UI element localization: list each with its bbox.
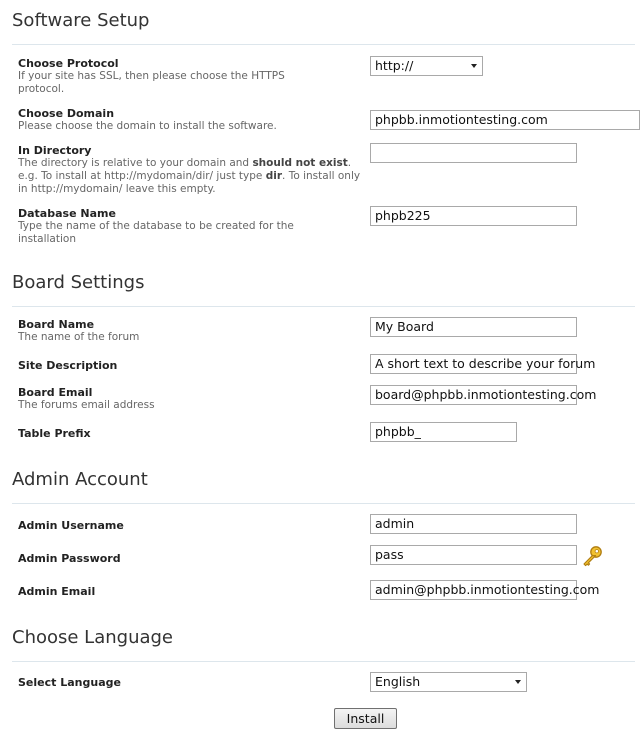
language-select-value: English [375, 674, 421, 689]
admin-password-label: Admin Password [18, 552, 121, 565]
board-email-field[interactable]: board@phpbb.inmotiontesting.com [370, 385, 577, 405]
database-name-label: Database Name [18, 207, 116, 220]
admin-username-field[interactable]: admin [370, 514, 577, 534]
directory-hint-text-1: The directory is relative to your domain and [18, 157, 253, 169]
section-title-choose-language: Choose Language [12, 627, 174, 648]
domain-field[interactable]: phpbb.inmotiontesting.com [370, 110, 640, 130]
key-icon[interactable] [580, 544, 604, 568]
section-title-admin-account: Admin Account [12, 469, 148, 490]
domain-hint: Please choose the domain to install the software. [18, 120, 277, 132]
install-button[interactable]: Install [334, 708, 397, 729]
admin-username-label: Admin Username [18, 519, 124, 532]
chevron-down-icon [471, 64, 477, 68]
site-description-field[interactable]: A short text to describe your forum [370, 354, 577, 374]
directory-hint-text-3: . To install only in http://mydomain/ leave this empty. [18, 170, 361, 195]
section-divider [12, 306, 635, 307]
section-divider [12, 503, 635, 504]
directory-hint-bold-1: should not exist [252, 157, 348, 169]
board-name-field[interactable]: My Board [370, 317, 577, 337]
admin-email-field[interactable]: admin@phpbb.inmotiontesting.com [370, 580, 577, 600]
section-divider [12, 661, 635, 662]
protocol-select[interactable] [370, 56, 483, 76]
table-prefix-label: Table Prefix [18, 427, 91, 440]
section-title-board-settings: Board Settings [12, 272, 145, 293]
database-name-field[interactable]: phpb225 [370, 206, 577, 226]
board-email-label: Board Email [18, 386, 93, 399]
admin-email-label: Admin Email [18, 585, 96, 598]
directory-field[interactable] [370, 143, 577, 163]
board-name-hint: The name of the forum [18, 331, 140, 343]
board-name-label: Board Name [18, 318, 95, 331]
database-name-hint: Type the name of the database to be created for the installation [18, 220, 294, 245]
section-divider [12, 44, 635, 45]
directory-hint-bold-2: dir [265, 170, 283, 182]
table-prefix-field[interactable]: phpbb_ [370, 422, 517, 442]
directory-hint [18, 157, 363, 196]
protocol-hint: If your site has SSL, then please choose the HTTPS protocol. [18, 70, 285, 95]
directory-hint-text-2: . e.g. To install at http://mydomain/dir/ just type [18, 157, 352, 182]
language-select[interactable] [370, 672, 527, 692]
section-title-software-setup: Software Setup [12, 10, 150, 31]
directory-label: In Directory [18, 144, 92, 157]
protocol-label: Choose Protocol [18, 57, 119, 70]
domain-label: Choose Domain [18, 107, 115, 120]
protocol-select-value: http:// [375, 58, 414, 73]
site-description-label: Site Description [18, 359, 118, 372]
chevron-down-icon [515, 680, 521, 684]
select-language-label: Select Language [18, 676, 121, 689]
board-email-hint: The forums email address [18, 399, 155, 411]
admin-password-field[interactable]: pass [370, 545, 577, 565]
